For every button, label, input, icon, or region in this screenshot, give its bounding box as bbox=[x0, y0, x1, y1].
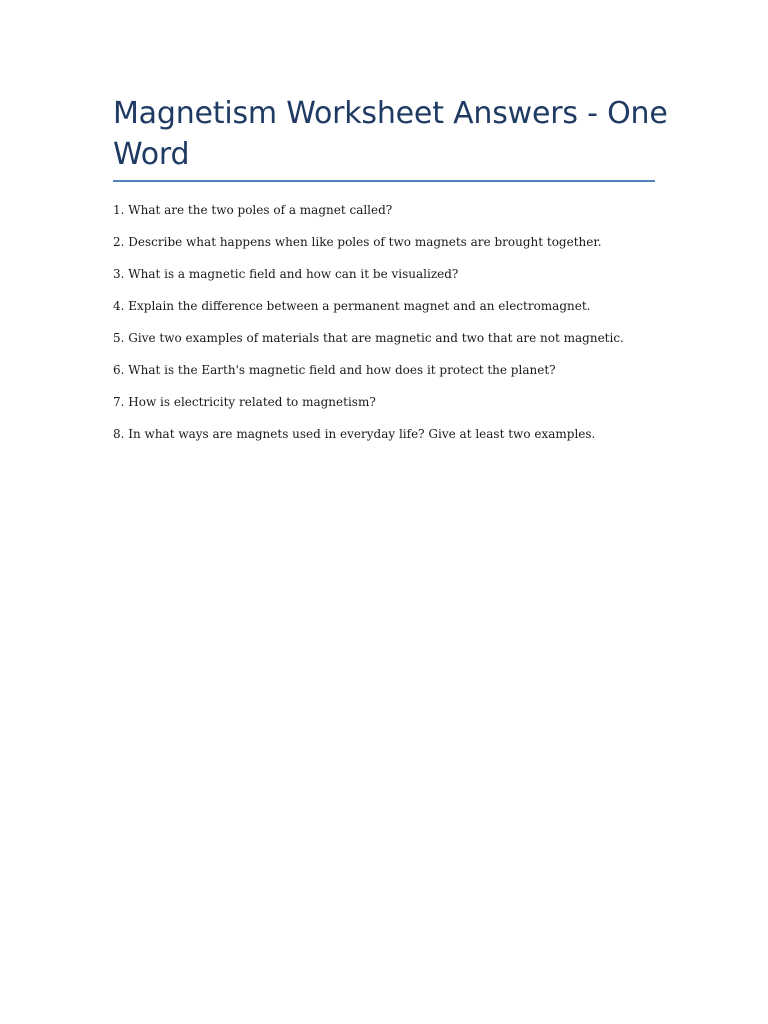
question-item: 8. In what ways are magnets used in everyday life? Give at least two examples. bbox=[113, 427, 596, 441]
question-list bbox=[113, 201, 673, 457]
question-item: 7. How is electricity related to magnetism? bbox=[113, 395, 376, 409]
page-title: Magnetism Worksheet Answers - One Word bbox=[113, 96, 668, 172]
question-item: 4. Explain the difference between a permanent magnet and an electromagnet. bbox=[113, 299, 591, 313]
title-divider bbox=[113, 180, 655, 182]
question-item: 1. What are the two poles of a magnet called? bbox=[113, 203, 393, 217]
question-item: 2. Describe what happens when like poles of two magnets are brought together. bbox=[113, 235, 602, 249]
question-item: 3. What is a magnetic field and how can it be visualized? bbox=[113, 267, 459, 281]
question-item: 5. Give two examples of materials that are magnetic and two that are not magnetic. bbox=[113, 331, 624, 345]
question-item: 6. What is the Earth's magnetic field and how does it protect the planet? bbox=[113, 363, 556, 377]
